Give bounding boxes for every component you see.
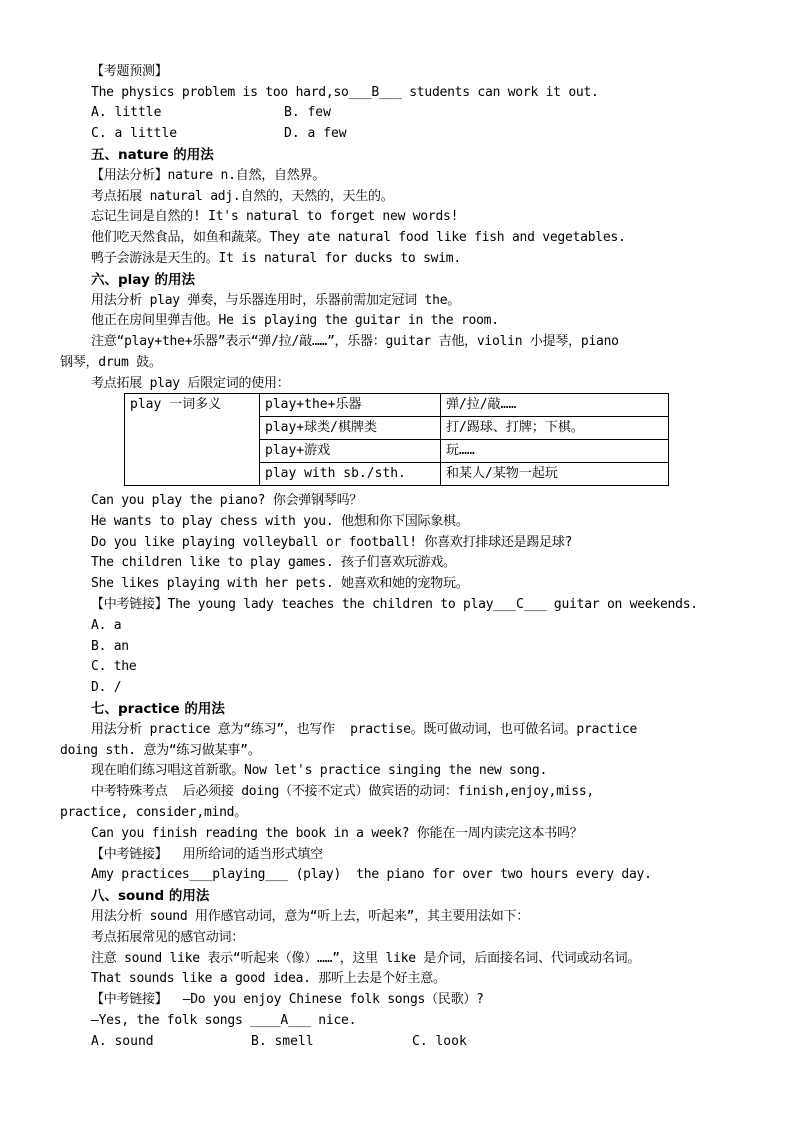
option-b: B. few xyxy=(284,105,331,120)
table-cell-meaning: 玩…… xyxy=(441,440,669,463)
example-sentence: That sounds like a good idea. 那听上去是个好主意。 xyxy=(91,971,446,986)
table-cell-pattern: play+球类/棋牌类 xyxy=(260,417,441,440)
usage-analysis: 用法分析 practice 意为“练习”，也写作 practise。既可做动词，也可做名词。practice xyxy=(91,722,638,737)
option-b: B. smell xyxy=(251,1034,314,1049)
option-b: B. an xyxy=(91,639,129,654)
option-d: D. / xyxy=(91,680,122,695)
usage-analysis: 用法分析 sound 用作感官动词，意为“听上去，听起来”，其主要用法如下： xyxy=(91,909,529,924)
section-heading-practice: 七、practice 的用法 xyxy=(91,701,225,717)
note-text: 注意 sound like 表示“听起来（像）……”，这里 like 是介词，后面接名词、代词或动名词。 xyxy=(91,951,641,966)
play-usage-table xyxy=(124,393,669,486)
exam-question: Amy practices___playing___ (play) the piano for over two hours every day. xyxy=(91,867,652,882)
option-a: A. a xyxy=(91,618,122,633)
section-heading-nature: 五、nature 的用法 xyxy=(91,147,214,163)
extension-note: 考点拓展常见的感官动词： xyxy=(91,930,245,945)
exam-question: 【中考链接】The young lady teaches the children to play___C___ guitar on weekends. xyxy=(91,597,698,612)
note-text-continued: 钢琴，drum 鼓。 xyxy=(60,355,162,370)
exam-point: 中考特殊考点 后必须接 doing（不接不定式）做宾语的动词：finish,enjoy,miss, xyxy=(91,784,594,799)
example-sentence: Do you like playing volleyball or football! 你喜欢打排球还是踢足球? xyxy=(91,535,573,550)
example-sentence: 鸭子会游泳是天生的。It is natural for ducks to swim. xyxy=(91,251,461,266)
exam-link: 【中考链接】 用所给词的适当形式填空 xyxy=(91,847,323,862)
example-sentence: 他正在房间里弹吉他。He is playing the guitar in the room. xyxy=(91,313,499,328)
option-c: C. look xyxy=(412,1034,467,1049)
table-cell-meaning: 弹/拉/敲…… xyxy=(441,394,669,417)
option-c: C. the xyxy=(91,659,137,674)
table-row xyxy=(125,394,669,417)
table-cell-pattern: play+the+乐器 xyxy=(260,394,441,417)
example-sentence: Can you finish reading the book in a week? 你能在一周内读完这本书吗？ xyxy=(91,826,583,841)
table-group-label: play 一词多义 xyxy=(125,394,260,486)
option-c: C. a little xyxy=(91,126,178,141)
example-sentence: 现在咱们练习唱这首新歌。Now let's practice singing the new song. xyxy=(91,763,548,778)
exam-point-continued: practice, consider,mind。 xyxy=(60,805,248,820)
example-sentence: The children like to play games. 孩子们喜欢玩游戏。 xyxy=(91,555,456,570)
section-heading-play: 六、play 的用法 xyxy=(91,272,195,288)
table-cell-pattern: play with sb./sth. xyxy=(260,463,441,486)
option-a: A. sound xyxy=(91,1034,154,1049)
usage-analysis: 用法分析 play 弹奏，与乐器连用时，乐器前需加定冠词 the。 xyxy=(91,293,461,308)
extension-note: 考点拓展 natural adj.自然的，天然的，天生的。 xyxy=(91,189,394,204)
extension-note: 考点拓展 play 后限定词的使用： xyxy=(91,376,290,391)
example-sentence: She likes playing with her pets. 她喜欢和她的宠物玩。 xyxy=(91,576,469,591)
example-sentence: Can you play the piano? 你会弹钢琴吗？ xyxy=(91,493,363,508)
exam-answer-line: —Yes, the folk songs ____A___ nice. xyxy=(91,1013,357,1028)
question-text: The physics problem is too hard,so___B___ students can work it out. xyxy=(91,85,599,100)
section-label: 【考题预测】 xyxy=(91,64,168,79)
example-sentence: 他们吃天然食品，如鱼和蔬菜。They ate natural food like fish and vegetables. xyxy=(91,230,626,245)
table-cell-meaning: 和某人/某物一起玩 xyxy=(441,463,669,486)
usage-analysis-continued: doing sth. 意为“练习做某事”。 xyxy=(60,743,261,758)
note-text: 注意“play+the+乐器”表示“弹/拉/敲……”，乐器：guitar 吉他，violin 小提琴，piano xyxy=(91,334,619,349)
section-heading-sound: 八、sound 的用法 xyxy=(91,888,210,904)
option-a: A. little xyxy=(91,105,162,120)
table-cell-meaning: 打/踢球、打牌；下棋。 xyxy=(441,417,669,440)
exam-question: 【中考链接】 —Do you enjoy Chinese folk songs（民歌）? xyxy=(91,992,484,1007)
option-d: D. a few xyxy=(284,126,347,141)
example-sentence: 忘记生词是自然的! It's natural to forget new words! xyxy=(91,209,459,224)
table-cell-pattern: play+游戏 xyxy=(260,440,441,463)
example-sentence: He wants to play chess with you. 他想和你下国际象棋。 xyxy=(91,514,469,529)
usage-analysis: 【用法分析】nature n.自然，自然界。 xyxy=(91,168,325,183)
